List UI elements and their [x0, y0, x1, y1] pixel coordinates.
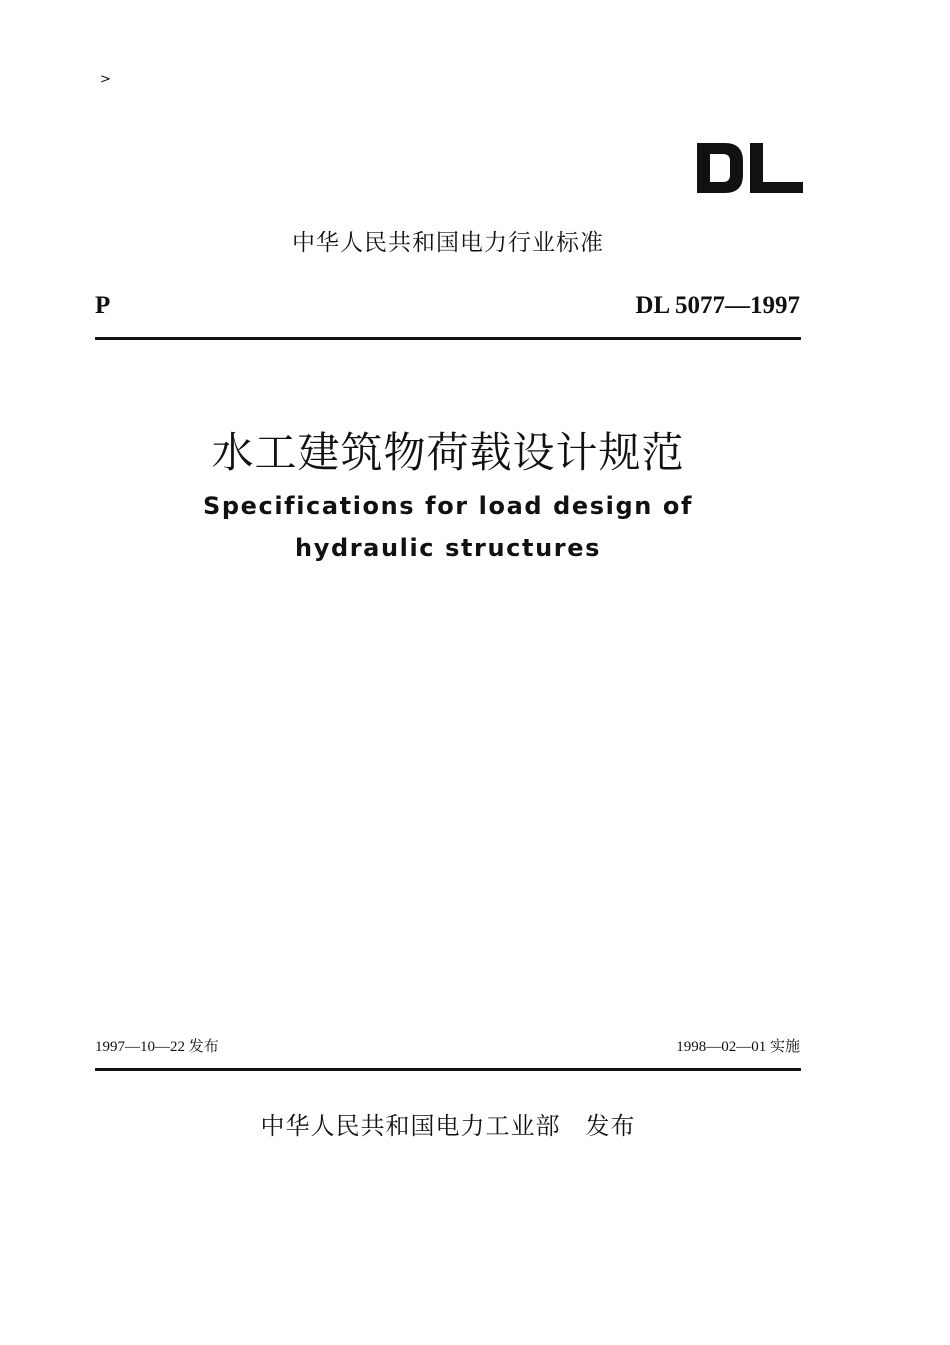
- title-chinese: 水工建筑物荷载设计规范: [211, 428, 685, 477]
- implementation-date: 1998—02—01 实施: [676, 1039, 800, 1055]
- issue-date: 1997—10—22 发布: [95, 1039, 219, 1055]
- classification-code: P: [95, 292, 111, 319]
- title-english-line-2: hydraulic structures: [295, 534, 601, 562]
- issuer-line: 中华人民共和国电力行业标准: [292, 230, 604, 256]
- corner-mark: >: [100, 72, 111, 87]
- publisher-line: 中华人民共和国电力工业部 发布: [260, 1112, 636, 1140]
- standard-number: DL 5077—1997: [635, 292, 800, 319]
- footer-divider: [95, 1068, 801, 1071]
- title-english-line-1: Specifications for load design of: [202, 492, 694, 520]
- header-divider: [95, 337, 801, 340]
- dl-logo-icon: [697, 143, 803, 193]
